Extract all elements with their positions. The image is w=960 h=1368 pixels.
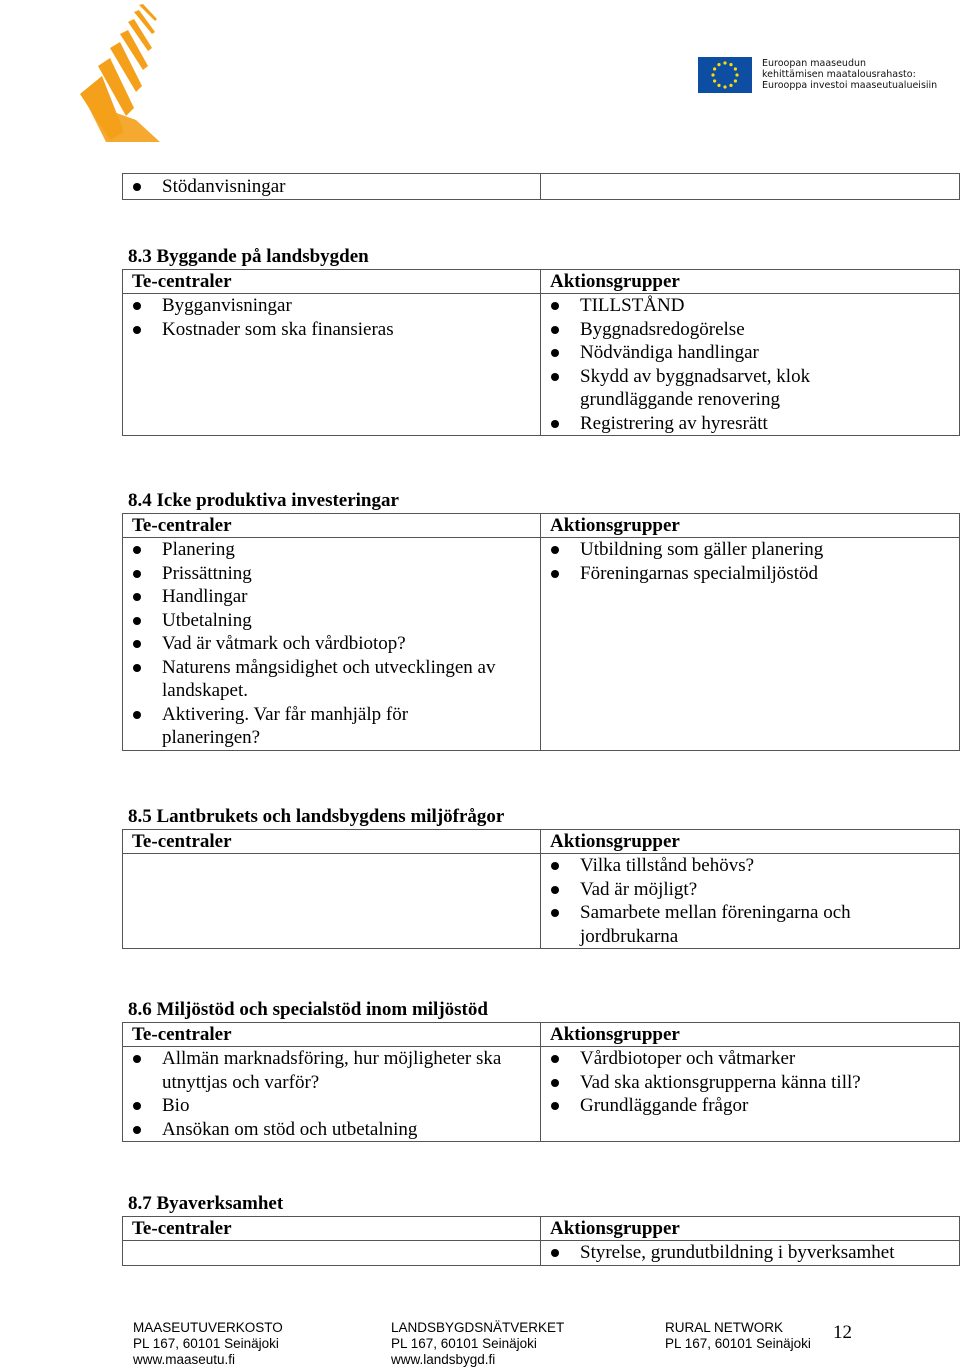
list-item-text: Vad är möjligt? bbox=[580, 878, 698, 900]
aktionsgrupper-cell bbox=[541, 294, 960, 436]
bullet-list bbox=[123, 294, 540, 341]
list-item-text: Bio bbox=[162, 1095, 190, 1116]
section-block bbox=[122, 805, 960, 949]
list-item bbox=[123, 656, 540, 703]
section-table bbox=[122, 1216, 960, 1266]
list-item bbox=[541, 901, 959, 948]
bullet-list bbox=[541, 1241, 959, 1265]
bullet-icon bbox=[551, 909, 559, 917]
footer-link[interactable]: www.maaseutu.fi bbox=[133, 1352, 236, 1367]
column-header: Aktionsgrupper bbox=[550, 1024, 680, 1045]
footer-col-rural-network bbox=[665, 1320, 811, 1352]
aktionsgrupper-cell bbox=[541, 854, 960, 949]
bullet-icon bbox=[133, 1055, 141, 1063]
list-item-text: Prissättning bbox=[162, 562, 252, 584]
list-item-text: Allmän marknadsföring, hur möjligheter ska bbox=[162, 1048, 502, 1069]
section-block bbox=[122, 1192, 960, 1266]
list-item-text: Utbetalning bbox=[162, 609, 252, 631]
bullet-icon bbox=[133, 617, 141, 625]
list-item bbox=[541, 878, 959, 902]
te-centraler-cell bbox=[123, 1241, 541, 1266]
list-item bbox=[123, 1047, 540, 1094]
column-header: Te-centraler bbox=[132, 831, 232, 852]
footer-col-maaseutuverkosto bbox=[133, 1320, 283, 1368]
list-item-text: jordbrukarna bbox=[580, 925, 679, 947]
list-item-text: landskapet. bbox=[162, 680, 249, 701]
eu-fund-text bbox=[762, 58, 937, 91]
te-centraler-header bbox=[123, 514, 541, 538]
bullet-list bbox=[541, 538, 959, 585]
list-item-text: Vilka tillstånd behövs? bbox=[580, 855, 755, 876]
section-title: 8.6 Miljöstöd och specialstöd inom miljöstöd bbox=[128, 999, 488, 1020]
column-header: Aktionsgrupper bbox=[550, 271, 680, 292]
bullet-icon bbox=[551, 1079, 559, 1087]
list-item: Stödanvisningar bbox=[123, 175, 540, 199]
bullet-icon bbox=[551, 1249, 559, 1257]
bullet-icon bbox=[133, 546, 141, 554]
list-item bbox=[123, 318, 540, 342]
list-item-text: Kostnader som ska finansieras bbox=[162, 318, 394, 340]
te-centraler-header bbox=[123, 830, 541, 854]
bullet-icon bbox=[133, 1126, 141, 1134]
bullet-icon bbox=[133, 640, 141, 648]
list-item bbox=[541, 1241, 959, 1265]
bullet-icon bbox=[551, 373, 559, 381]
column-header: Te-centraler bbox=[132, 1024, 232, 1045]
list-item-text: grundläggande renovering bbox=[580, 389, 780, 410]
list-item-text: TILLSTÅND bbox=[580, 295, 685, 316]
list-item bbox=[123, 562, 540, 586]
section-table bbox=[122, 1022, 960, 1142]
section-table bbox=[122, 269, 960, 436]
list-item-text: Föreningarnas specialmiljöstöd bbox=[580, 562, 818, 584]
top-row-left-cell bbox=[123, 174, 541, 200]
bullet-list bbox=[541, 854, 959, 948]
eu-flag-icon bbox=[698, 57, 752, 93]
list-item bbox=[541, 1094, 959, 1118]
footer-address: PL 167, 60101 Seinäjoki bbox=[665, 1336, 811, 1351]
te-centraler-cell bbox=[123, 538, 541, 751]
column-header: Aktionsgrupper bbox=[550, 1218, 680, 1239]
list-item-text: Bygganvisningar bbox=[162, 295, 292, 316]
list-item-text: Grundläggande frågor bbox=[580, 1095, 749, 1116]
footer-address: PL 167, 60101 Seinäjoki bbox=[391, 1336, 537, 1351]
list-item bbox=[541, 1071, 959, 1095]
bullet-icon bbox=[133, 183, 141, 191]
bullet-icon bbox=[551, 420, 559, 428]
eu-text-line: Eurooppa investoi maaseutualueisiin bbox=[762, 80, 938, 91]
footer-org: LANDSBYGDSNÄTVERKET bbox=[391, 1320, 565, 1335]
list-item-text: Samarbete mellan föreningarna och bbox=[580, 902, 851, 923]
bullet-list bbox=[541, 294, 959, 435]
list-item bbox=[123, 585, 540, 609]
te-centraler-header bbox=[123, 1217, 541, 1241]
bullet-icon bbox=[551, 1055, 559, 1063]
bullet-icon bbox=[551, 302, 559, 310]
list-item bbox=[123, 538, 540, 562]
list-item-text: planeringen? bbox=[162, 727, 261, 748]
list-item bbox=[541, 538, 959, 562]
bullet-icon bbox=[133, 302, 141, 310]
section-table bbox=[122, 513, 960, 751]
bullet-list bbox=[541, 1047, 959, 1118]
bullet-icon bbox=[133, 593, 141, 601]
te-centraler-cell bbox=[123, 294, 541, 436]
section-block bbox=[122, 998, 960, 1142]
page-number: 12 bbox=[833, 1322, 852, 1343]
bullet-list bbox=[123, 1047, 540, 1141]
aktionsgrupper-cell bbox=[541, 538, 960, 751]
aktionsgrupper-header bbox=[541, 514, 960, 538]
column-header: Aktionsgrupper bbox=[550, 515, 680, 536]
footer-col-landsbygdsnatverket bbox=[391, 1320, 564, 1368]
list-item-text: Styrelse, grundutbildning i byverksamhet bbox=[580, 1242, 895, 1263]
bullet-icon bbox=[551, 862, 559, 870]
top-row-table bbox=[122, 173, 960, 200]
list-item bbox=[541, 318, 959, 342]
list-item bbox=[123, 1094, 540, 1118]
list-item-text: utnyttjas och varför? bbox=[162, 1071, 320, 1093]
eu-text-line: kehittämisen maatalousrahasto: bbox=[762, 69, 916, 80]
column-header: Te-centraler bbox=[132, 271, 232, 292]
list-item-text: Nödvändiga handlingar bbox=[580, 342, 759, 363]
list-item-text: Vad är våtmark och vårdbiotop? bbox=[162, 633, 406, 654]
footer-link[interactable]: www.landsbygd.fi bbox=[391, 1352, 496, 1367]
footer-org: MAASEUTUVERKOSTO bbox=[133, 1320, 283, 1335]
te-centraler-cell bbox=[123, 1047, 541, 1142]
section-title: 8.5 Lantbrukets och landsbygdens miljöfrågor bbox=[128, 806, 505, 827]
list-item bbox=[541, 1047, 959, 1071]
list-item bbox=[541, 365, 959, 412]
bullet-icon bbox=[133, 326, 141, 334]
section-block bbox=[122, 245, 960, 436]
bullet-icon bbox=[133, 1102, 141, 1110]
section-title: 8.7 Byaverksamhet bbox=[128, 1193, 284, 1214]
list-item-text: Vad ska aktionsgrupperna känna till? bbox=[580, 1071, 861, 1093]
aktionsgrupper-cell bbox=[541, 1047, 960, 1142]
aktionsgrupper-header bbox=[541, 270, 960, 294]
te-centraler-header bbox=[123, 270, 541, 294]
list-item bbox=[123, 294, 540, 318]
list-item-text: Naturens mångsidighet och utvecklingen av bbox=[162, 656, 496, 678]
bullet-icon bbox=[551, 570, 559, 578]
list-item-text: Handlingar bbox=[162, 586, 248, 607]
maaseutuverkosto-logo bbox=[76, 2, 160, 142]
bullet-icon bbox=[551, 886, 559, 894]
list-item bbox=[541, 294, 959, 318]
list-item bbox=[123, 1118, 540, 1142]
list-item-text: Ansökan om stöd och utbetalning bbox=[162, 1118, 418, 1140]
te-centraler-cell bbox=[123, 854, 541, 949]
bullet-icon bbox=[551, 1102, 559, 1110]
list-item bbox=[541, 854, 959, 878]
list-item-text: Byggnadsredogörelse bbox=[580, 318, 745, 340]
column-header: Aktionsgrupper bbox=[550, 831, 680, 852]
te-centraler-header bbox=[123, 1023, 541, 1047]
aktionsgrupper-header bbox=[541, 1217, 960, 1241]
top-table bbox=[122, 173, 960, 200]
list-item-text: Utbildning som gäller planering bbox=[580, 539, 824, 560]
column-header: Te-centraler bbox=[132, 1218, 232, 1239]
bullet-icon bbox=[551, 349, 559, 357]
footer-address: PL 167, 60101 Seinäjoki bbox=[133, 1336, 279, 1351]
footer-org: RURAL NETWORK bbox=[665, 1320, 784, 1335]
bullet-icon bbox=[551, 546, 559, 554]
list-item bbox=[541, 562, 959, 586]
bullet-icon bbox=[133, 711, 141, 719]
list-item bbox=[123, 703, 540, 750]
list-item bbox=[123, 632, 540, 656]
list-item bbox=[123, 609, 540, 633]
list-item-text: Planering bbox=[162, 539, 235, 560]
column-header: Te-centraler bbox=[132, 515, 232, 536]
aktionsgrupper-header bbox=[541, 1023, 960, 1047]
eu-text-line: Euroopan maaseudun bbox=[762, 58, 867, 69]
top-row-right-cell bbox=[541, 174, 960, 200]
list-item-text: Skydd av byggnadsarvet, klok bbox=[580, 365, 811, 387]
bullet-icon bbox=[133, 570, 141, 578]
aktionsgrupper-header bbox=[541, 830, 960, 854]
list-item-text: Registrering av hyresrätt bbox=[580, 412, 768, 434]
section-title: 8.4 Icke produktiva investeringar bbox=[128, 490, 399, 511]
aktionsgrupper-cell bbox=[541, 1241, 960, 1266]
list-item-text: Vårdbiotoper och våtmarker bbox=[580, 1048, 796, 1069]
bullet-icon bbox=[133, 664, 141, 672]
section-table bbox=[122, 829, 960, 949]
list-item-text: Aktivering. Var får manhjälp för bbox=[162, 703, 409, 725]
list-item bbox=[541, 341, 959, 365]
list-item bbox=[541, 412, 959, 436]
bullet-icon bbox=[551, 326, 559, 334]
bullet-list bbox=[123, 538, 540, 750]
section-block bbox=[122, 489, 960, 751]
section-title: 8.3 Byggande på landsbygden bbox=[128, 246, 369, 267]
